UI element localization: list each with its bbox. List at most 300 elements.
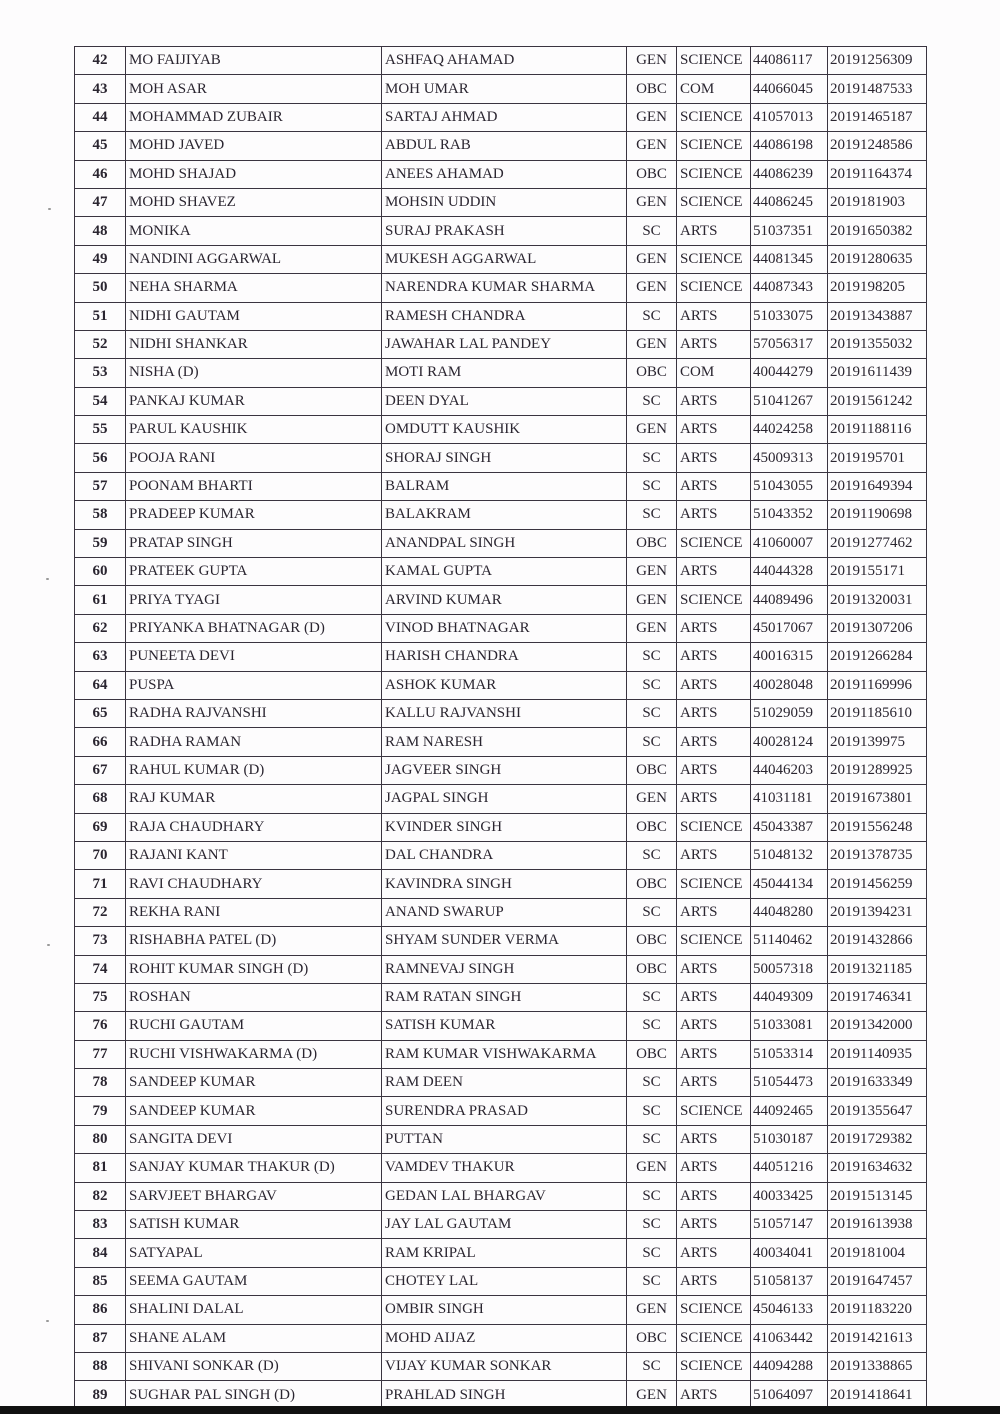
stream-cell: ARTS — [677, 416, 751, 444]
registration-number-cell: 20191266284 — [828, 643, 927, 671]
father-name-cell: OMDUTT KAUSHIK — [382, 416, 627, 444]
table-row — [75, 472, 927, 500]
registration-number-cell: 20191169996 — [828, 671, 927, 699]
serial-number-cell: 59 — [75, 529, 126, 557]
student-name-cell: PRIYA TYAGI — [126, 586, 382, 614]
stream-cell: SCIENCE — [677, 1296, 751, 1324]
father-name-cell: PRAHLAD SINGH — [382, 1381, 627, 1409]
serial-number-cell: 86 — [75, 1296, 126, 1324]
student-name-cell: MOHAMMAD ZUBAIR — [126, 103, 382, 131]
stream-cell: ARTS — [677, 330, 751, 358]
stream-cell: COM — [677, 359, 751, 387]
stream-cell: ARTS — [677, 217, 751, 245]
table-row — [75, 132, 927, 160]
roll-number-cell: 51029059 — [751, 699, 828, 727]
serial-number-cell: 87 — [75, 1324, 126, 1352]
roll-number-cell: 45009313 — [751, 444, 828, 472]
father-name-cell: ASHFAQ AHAMAD — [382, 47, 627, 75]
registration-number-cell: 20191394231 — [828, 898, 927, 926]
registration-number-cell: 20191280635 — [828, 245, 927, 273]
roll-number-cell: 44094288 — [751, 1352, 828, 1380]
table-row — [75, 728, 927, 756]
student-name-cell: RUCHI GAUTAM — [126, 1012, 382, 1040]
table-row — [75, 1239, 927, 1267]
registration-number-cell: 2019181903 — [828, 188, 927, 216]
student-name-cell: PRATEEK GUPTA — [126, 558, 382, 586]
serial-number-cell: 65 — [75, 699, 126, 727]
student-name-cell: RAJANI KANT — [126, 841, 382, 869]
serial-number-cell: 56 — [75, 444, 126, 472]
category-cell: GEN — [627, 330, 677, 358]
category-cell: GEN — [627, 416, 677, 444]
serial-number-cell: 75 — [75, 983, 126, 1011]
father-name-cell: ANANDPAL SINGH — [382, 529, 627, 557]
serial-number-cell: 69 — [75, 813, 126, 841]
roll-number-cell: 51041267 — [751, 387, 828, 415]
stream-cell: ARTS — [677, 1381, 751, 1409]
category-cell: GEN — [627, 47, 677, 75]
roll-number-cell: 45046133 — [751, 1296, 828, 1324]
serial-number-cell: 89 — [75, 1381, 126, 1409]
roll-number-cell: 51064097 — [751, 1381, 828, 1409]
registration-number-cell: 20191421613 — [828, 1324, 927, 1352]
serial-number-cell: 57 — [75, 472, 126, 500]
roll-number-cell: 51033081 — [751, 1012, 828, 1040]
father-name-cell: RAM KUMAR VISHWAKARMA — [382, 1040, 627, 1068]
stream-cell: COM — [677, 75, 751, 103]
father-name-cell: BALRAM — [382, 472, 627, 500]
student-name-cell: RADHA RAMAN — [126, 728, 382, 756]
serial-number-cell: 63 — [75, 643, 126, 671]
serial-number-cell: 44 — [75, 103, 126, 131]
registration-number-cell: 20191188116 — [828, 416, 927, 444]
table-row — [75, 274, 927, 302]
table-body — [75, 47, 927, 1410]
father-name-cell: DAL CHANDRA — [382, 841, 627, 869]
stream-cell: SCIENCE — [677, 103, 751, 131]
student-name-cell: RISHABHA PATEL (D) — [126, 927, 382, 955]
stream-cell: SCIENCE — [677, 586, 751, 614]
roll-number-cell: 51054473 — [751, 1069, 828, 1097]
category-cell: OBC — [627, 1040, 677, 1068]
table-row — [75, 1296, 927, 1324]
father-name-cell: RAM KRIPAL — [382, 1239, 627, 1267]
table-row — [75, 1125, 927, 1153]
student-name-cell: PUNEETA DEVI — [126, 643, 382, 671]
category-cell: GEN — [627, 245, 677, 273]
serial-number-cell: 54 — [75, 387, 126, 415]
table-row — [75, 1381, 927, 1409]
table-row — [75, 416, 927, 444]
table-row — [75, 841, 927, 869]
father-name-cell: RAMESH CHANDRA — [382, 302, 627, 330]
registration-number-cell: 20191248586 — [828, 132, 927, 160]
roll-number-cell: 44066045 — [751, 75, 828, 103]
serial-number-cell: 50 — [75, 274, 126, 302]
student-name-cell: RAJ KUMAR — [126, 785, 382, 813]
student-name-cell: ROHIT KUMAR SINGH (D) — [126, 955, 382, 983]
registration-number-cell: 20191355032 — [828, 330, 927, 358]
stream-cell: ARTS — [677, 501, 751, 529]
stream-cell: ARTS — [677, 643, 751, 671]
roll-number-cell: 51037351 — [751, 217, 828, 245]
roll-number-cell: 51140462 — [751, 927, 828, 955]
student-name-cell: MOH ASAR — [126, 75, 382, 103]
category-cell: OBC — [627, 756, 677, 784]
student-list-table — [74, 46, 927, 1410]
registration-number-cell: 20191649394 — [828, 472, 927, 500]
serial-number-cell: 61 — [75, 586, 126, 614]
father-name-cell: BALAKRAM — [382, 501, 627, 529]
category-cell: GEN — [627, 586, 677, 614]
table-row — [75, 614, 927, 642]
student-name-cell: NISHA (D) — [126, 359, 382, 387]
table-row — [75, 1040, 927, 1068]
stream-cell: ARTS — [677, 1267, 751, 1295]
roll-number-cell: 51058137 — [751, 1267, 828, 1295]
stream-cell: ARTS — [677, 671, 751, 699]
student-name-cell: RAHUL KUMAR (D) — [126, 756, 382, 784]
father-name-cell: RAM RATAN SINGH — [382, 983, 627, 1011]
registration-number-cell: 20191185610 — [828, 699, 927, 727]
stream-cell: ARTS — [677, 898, 751, 926]
stream-cell: ARTS — [677, 785, 751, 813]
registration-number-cell: 20191561242 — [828, 387, 927, 415]
table-row — [75, 359, 927, 387]
father-name-cell: HARISH CHANDRA — [382, 643, 627, 671]
student-name-cell: RAJA CHAUDHARY — [126, 813, 382, 841]
roll-number-cell: 44086198 — [751, 132, 828, 160]
father-name-cell: ABDUL RAB — [382, 132, 627, 160]
registration-number-cell: 20191611439 — [828, 359, 927, 387]
father-name-cell: VIJAY KUMAR SONKAR — [382, 1352, 627, 1380]
stream-cell: SCIENCE — [677, 160, 751, 188]
serial-number-cell: 73 — [75, 927, 126, 955]
serial-number-cell: 88 — [75, 1352, 126, 1380]
father-name-cell: ANAND SWARUP — [382, 898, 627, 926]
student-name-cell: MOHD SHAJAD — [126, 160, 382, 188]
serial-number-cell: 60 — [75, 558, 126, 586]
category-cell: SC — [627, 671, 677, 699]
category-cell: OBC — [627, 160, 677, 188]
table-row — [75, 898, 927, 926]
stream-cell: SCIENCE — [677, 870, 751, 898]
registration-number-cell: 20191289925 — [828, 756, 927, 784]
category-cell: GEN — [627, 274, 677, 302]
roll-number-cell: 44089496 — [751, 586, 828, 614]
serial-number-cell: 81 — [75, 1154, 126, 1182]
serial-number-cell: 80 — [75, 1125, 126, 1153]
registration-number-cell: 20191378735 — [828, 841, 927, 869]
category-cell: SC — [627, 983, 677, 1011]
category-cell: SC — [627, 898, 677, 926]
student-name-cell: SANDEEP KUMAR — [126, 1069, 382, 1097]
student-name-cell: SHANE ALAM — [126, 1324, 382, 1352]
stream-cell: SCIENCE — [677, 274, 751, 302]
roll-number-cell: 51043352 — [751, 501, 828, 529]
table-row — [75, 529, 927, 557]
father-name-cell: RAMNEVAJ SINGH — [382, 955, 627, 983]
registration-number-cell: 20191256309 — [828, 47, 927, 75]
father-name-cell: SATISH KUMAR — [382, 1012, 627, 1040]
category-cell: SC — [627, 387, 677, 415]
student-name-cell: REKHA RANI — [126, 898, 382, 926]
serial-number-cell: 79 — [75, 1097, 126, 1125]
registration-number-cell: 2019195701 — [828, 444, 927, 472]
table-row — [75, 785, 927, 813]
father-name-cell: MOH UMAR — [382, 75, 627, 103]
student-name-cell: MONIKA — [126, 217, 382, 245]
category-cell: GEN — [627, 1154, 677, 1182]
category-cell: SC — [627, 1211, 677, 1239]
student-name-cell: PUSPA — [126, 671, 382, 699]
serial-number-cell: 66 — [75, 728, 126, 756]
category-cell: GEN — [627, 188, 677, 216]
category-cell: SC — [627, 1125, 677, 1153]
registration-number-cell: 20191432866 — [828, 927, 927, 955]
category-cell: OBC — [627, 75, 677, 103]
father-name-cell: MOHSIN UDDIN — [382, 188, 627, 216]
registration-number-cell: 20191355647 — [828, 1097, 927, 1125]
category-cell: OBC — [627, 813, 677, 841]
serial-number-cell: 77 — [75, 1040, 126, 1068]
roll-number-cell: 40028124 — [751, 728, 828, 756]
serial-number-cell: 74 — [75, 955, 126, 983]
serial-number-cell: 64 — [75, 671, 126, 699]
registration-number-cell: 20191456259 — [828, 870, 927, 898]
student-name-cell: SARVJEET BHARGAV — [126, 1182, 382, 1210]
student-name-cell: SANGITA DEVI — [126, 1125, 382, 1153]
father-name-cell: SHORAJ SINGH — [382, 444, 627, 472]
roll-number-cell: 44051216 — [751, 1154, 828, 1182]
roll-number-cell: 40016315 — [751, 643, 828, 671]
category-cell: OBC — [627, 529, 677, 557]
student-name-cell: RAVI CHAUDHARY — [126, 870, 382, 898]
father-name-cell: ANEES AHAMAD — [382, 160, 627, 188]
stream-cell: ARTS — [677, 983, 751, 1011]
serial-number-cell: 46 — [75, 160, 126, 188]
registration-number-cell: 2019198205 — [828, 274, 927, 302]
serial-number-cell: 49 — [75, 245, 126, 273]
stream-cell: ARTS — [677, 1040, 751, 1068]
student-name-cell: PRIYANKA BHATNAGAR (D) — [126, 614, 382, 642]
father-name-cell: DEEN DYAL — [382, 387, 627, 415]
table-row — [75, 1324, 927, 1352]
category-cell: SC — [627, 841, 677, 869]
father-name-cell: JAY LAL GAUTAM — [382, 1211, 627, 1239]
roll-number-cell: 57056317 — [751, 330, 828, 358]
registration-number-cell: 20191190698 — [828, 501, 927, 529]
father-name-cell: RAM DEEN — [382, 1069, 627, 1097]
roll-number-cell: 40034041 — [751, 1239, 828, 1267]
student-name-cell: SANJAY KUMAR THAKUR (D) — [126, 1154, 382, 1182]
serial-number-cell: 43 — [75, 75, 126, 103]
roll-number-cell: 44086245 — [751, 188, 828, 216]
stream-cell: ARTS — [677, 756, 751, 784]
table-row — [75, 983, 927, 1011]
student-name-cell: RUCHI VISHWAKARMA (D) — [126, 1040, 382, 1068]
table-row — [75, 1352, 927, 1380]
category-cell: OBC — [627, 927, 677, 955]
roll-number-cell: 51053314 — [751, 1040, 828, 1068]
roll-number-cell: 41060007 — [751, 529, 828, 557]
category-cell: SC — [627, 444, 677, 472]
category-cell: SC — [627, 1069, 677, 1097]
father-name-cell: VINOD BHATNAGAR — [382, 614, 627, 642]
stream-cell: ARTS — [677, 614, 751, 642]
stream-cell: ARTS — [677, 1012, 751, 1040]
category-cell: GEN — [627, 614, 677, 642]
roll-number-cell: 44046203 — [751, 756, 828, 784]
category-cell: GEN — [627, 103, 677, 131]
stream-cell: ARTS — [677, 955, 751, 983]
registration-number-cell: 20191140935 — [828, 1040, 927, 1068]
category-cell: GEN — [627, 1296, 677, 1324]
roll-number-cell: 41031181 — [751, 785, 828, 813]
serial-number-cell: 67 — [75, 756, 126, 784]
student-name-cell: SATYAPAL — [126, 1239, 382, 1267]
stream-cell: ARTS — [677, 558, 751, 586]
father-name-cell: JAGVEER SINGH — [382, 756, 627, 784]
roll-number-cell: 40044279 — [751, 359, 828, 387]
category-cell: OBC — [627, 1324, 677, 1352]
stream-cell: ARTS — [677, 387, 751, 415]
serial-number-cell: 58 — [75, 501, 126, 529]
father-name-cell: ASHOK KUMAR — [382, 671, 627, 699]
registration-number-cell: 20191633349 — [828, 1069, 927, 1097]
stream-cell: ARTS — [677, 302, 751, 330]
category-cell: GEN — [627, 558, 677, 586]
category-cell: OBC — [627, 359, 677, 387]
category-cell: SC — [627, 1267, 677, 1295]
father-name-cell: VAMDEV THAKUR — [382, 1154, 627, 1182]
serial-number-cell: 82 — [75, 1182, 126, 1210]
registration-number-cell: 20191342000 — [828, 1012, 927, 1040]
table-row — [75, 302, 927, 330]
father-name-cell: SURENDRA PRASAD — [382, 1097, 627, 1125]
table-row — [75, 1069, 927, 1097]
serial-number-cell: 62 — [75, 614, 126, 642]
father-name-cell: KALLU RAJVANSHI — [382, 699, 627, 727]
serial-number-cell: 72 — [75, 898, 126, 926]
category-cell: SC — [627, 699, 677, 727]
father-name-cell: OMBIR SINGH — [382, 1296, 627, 1324]
registration-number-cell: 20191343887 — [828, 302, 927, 330]
registration-number-cell: 20191729382 — [828, 1125, 927, 1153]
serial-number-cell: 78 — [75, 1069, 126, 1097]
roll-number-cell: 44024258 — [751, 416, 828, 444]
father-name-cell: JAWAHAR LAL PANDEY — [382, 330, 627, 358]
stream-cell: ARTS — [677, 1154, 751, 1182]
registration-number-cell: 20191320031 — [828, 586, 927, 614]
student-name-cell: SEEMA GAUTAM — [126, 1267, 382, 1295]
roll-number-cell: 44092465 — [751, 1097, 828, 1125]
roll-number-cell: 45044134 — [751, 870, 828, 898]
registration-number-cell: 20191183220 — [828, 1296, 927, 1324]
father-name-cell: KAMAL GUPTA — [382, 558, 627, 586]
stream-cell: ARTS — [677, 1069, 751, 1097]
table-row — [75, 47, 927, 75]
category-cell: GEN — [627, 132, 677, 160]
registration-number-cell: 2019155171 — [828, 558, 927, 586]
student-name-cell: MOHD JAVED — [126, 132, 382, 160]
table-row — [75, 955, 927, 983]
father-name-cell: NARENDRA KUMAR SHARMA — [382, 274, 627, 302]
serial-number-cell: 71 — [75, 870, 126, 898]
father-name-cell: GEDAN LAL BHARGAV — [382, 1182, 627, 1210]
roll-number-cell: 51030187 — [751, 1125, 828, 1153]
table-row — [75, 245, 927, 273]
roll-number-cell: 44049309 — [751, 983, 828, 1011]
category-cell: OBC — [627, 870, 677, 898]
category-cell: SC — [627, 1182, 677, 1210]
registration-number-cell: 20191650382 — [828, 217, 927, 245]
student-name-cell: SANDEEP KUMAR — [126, 1097, 382, 1125]
table-row — [75, 813, 927, 841]
serial-number-cell: 83 — [75, 1211, 126, 1239]
student-name-cell: SUGHAR PAL SINGH (D) — [126, 1381, 382, 1409]
table-row — [75, 444, 927, 472]
roll-number-cell: 40033425 — [751, 1182, 828, 1210]
roll-number-cell: 45043387 — [751, 813, 828, 841]
category-cell: SC — [627, 643, 677, 671]
serial-number-cell: 84 — [75, 1239, 126, 1267]
roll-number-cell: 44087343 — [751, 274, 828, 302]
father-name-cell: SHYAM SUNDER VERMA — [382, 927, 627, 955]
stream-cell: SCIENCE — [677, 927, 751, 955]
roll-number-cell: 45017067 — [751, 614, 828, 642]
table-row — [75, 1267, 927, 1295]
category-cell: SC — [627, 1012, 677, 1040]
registration-number-cell: 20191513145 — [828, 1182, 927, 1210]
table-row — [75, 103, 927, 131]
father-name-cell: SURAJ PRAKASH — [382, 217, 627, 245]
serial-number-cell: 70 — [75, 841, 126, 869]
registration-number-cell: 2019181004 — [828, 1239, 927, 1267]
table-row — [75, 387, 927, 415]
student-name-cell: NIDHI GAUTAM — [126, 302, 382, 330]
stream-cell: SCIENCE — [677, 1097, 751, 1125]
father-name-cell: ARVIND KUMAR — [382, 586, 627, 614]
student-name-cell: SATISH KUMAR — [126, 1211, 382, 1239]
table-row — [75, 558, 927, 586]
stream-cell: ARTS — [677, 1211, 751, 1239]
stream-cell: ARTS — [677, 1182, 751, 1210]
father-name-cell: KVINDER SINGH — [382, 813, 627, 841]
serial-number-cell: 52 — [75, 330, 126, 358]
category-cell: OBC — [627, 955, 677, 983]
roll-number-cell: 51048132 — [751, 841, 828, 869]
father-name-cell: SARTAJ AHMAD — [382, 103, 627, 131]
student-name-cell: PARUL KAUSHIK — [126, 416, 382, 444]
registration-number-cell: 20191418641 — [828, 1381, 927, 1409]
table-row — [75, 643, 927, 671]
student-name-cell: POONAM BHARTI — [126, 472, 382, 500]
table-row — [75, 217, 927, 245]
stream-cell: SCIENCE — [677, 1352, 751, 1380]
roll-number-cell: 51057147 — [751, 1211, 828, 1239]
registration-number-cell: 20191164374 — [828, 160, 927, 188]
stream-cell: ARTS — [677, 841, 751, 869]
serial-number-cell: 48 — [75, 217, 126, 245]
student-name-cell: SHIVANI SONKAR (D) — [126, 1352, 382, 1380]
stream-cell: ARTS — [677, 472, 751, 500]
serial-number-cell: 68 — [75, 785, 126, 813]
father-name-cell: KAVINDRA SINGH — [382, 870, 627, 898]
category-cell: SC — [627, 472, 677, 500]
student-name-cell: NEHA SHARMA — [126, 274, 382, 302]
stream-cell: SCIENCE — [677, 813, 751, 841]
